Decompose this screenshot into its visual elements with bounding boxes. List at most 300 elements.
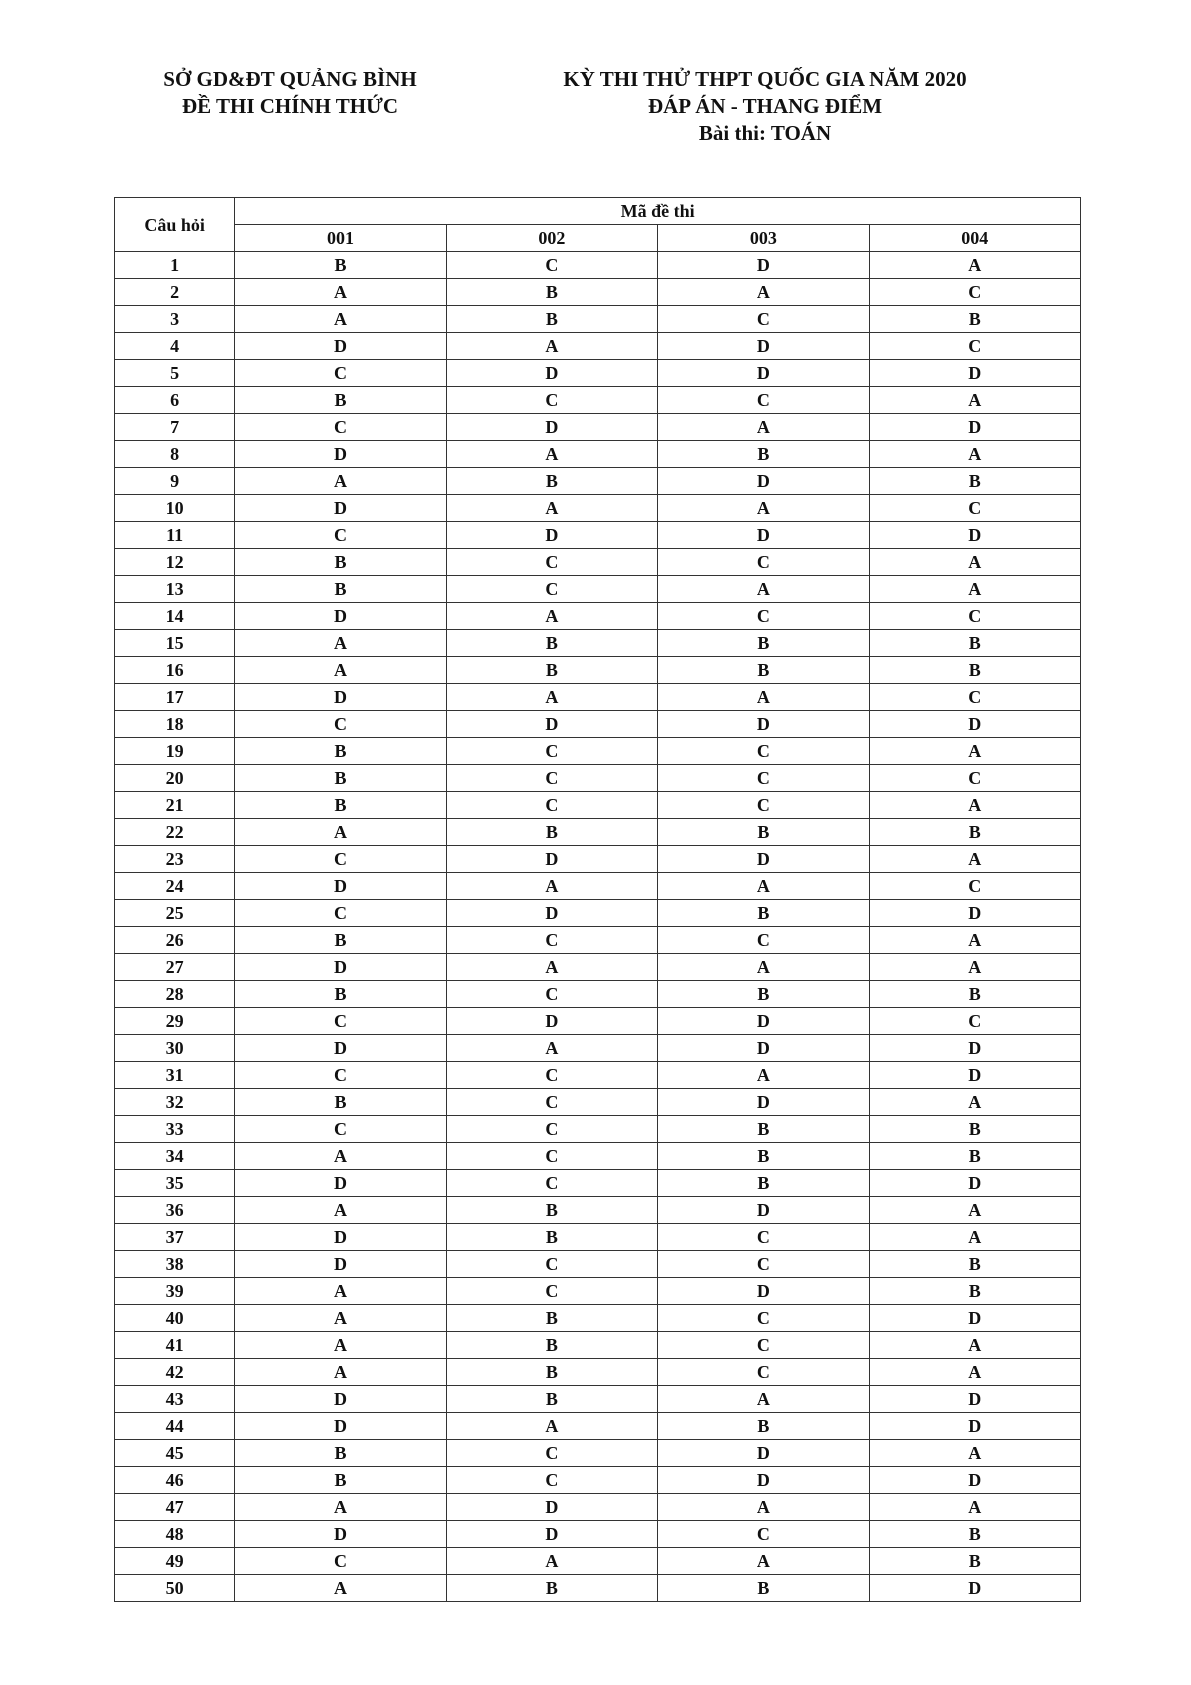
question-column-header: Câu hỏi — [115, 198, 235, 252]
answer-cell: D — [446, 846, 657, 873]
answer-cell: B — [658, 819, 869, 846]
answer-cell: A — [235, 657, 446, 684]
answer-cell: C — [658, 1305, 869, 1332]
answer-cell: D — [658, 1467, 869, 1494]
answer-cell: D — [869, 414, 1080, 441]
answer-cell: B — [658, 1413, 869, 1440]
question-number-cell: 14 — [115, 603, 235, 630]
answer-cell: C — [235, 711, 446, 738]
table-row — [115, 954, 1081, 981]
question-number-cell: 19 — [115, 738, 235, 765]
question-number-cell: 34 — [115, 1143, 235, 1170]
answer-cell: B — [446, 630, 657, 657]
answer-cell: D — [235, 1521, 446, 1548]
table-row — [115, 1359, 1081, 1386]
answer-cell: B — [446, 819, 657, 846]
answer-cell: C — [235, 1062, 446, 1089]
answer-cell: D — [658, 1008, 869, 1035]
answer-cell: C — [658, 603, 869, 630]
answer-cell: C — [446, 738, 657, 765]
question-number-cell: 40 — [115, 1305, 235, 1332]
question-number-cell: 41 — [115, 1332, 235, 1359]
question-number-cell: 44 — [115, 1413, 235, 1440]
answer-cell: A — [235, 819, 446, 846]
answer-cell: D — [869, 1413, 1080, 1440]
answer-cell: C — [658, 927, 869, 954]
answer-cell: D — [235, 1170, 446, 1197]
question-number-cell: 20 — [115, 765, 235, 792]
answer-cell: A — [869, 441, 1080, 468]
table-row — [115, 630, 1081, 657]
table-row — [115, 1548, 1081, 1575]
answer-cell: B — [235, 1440, 446, 1467]
question-number-cell: 25 — [115, 900, 235, 927]
answer-key-title: ĐÁP ÁN - THANG ĐIỂM — [647, 94, 883, 118]
answer-cell: B — [658, 1116, 869, 1143]
table-row — [115, 1332, 1081, 1359]
question-number-cell: 27 — [115, 954, 235, 981]
table-row — [115, 1278, 1081, 1305]
table-row — [115, 1305, 1081, 1332]
question-number-cell: 2 — [115, 279, 235, 306]
answer-cell: A — [235, 279, 446, 306]
question-number-cell: 7 — [115, 414, 235, 441]
answer-cell: B — [869, 306, 1080, 333]
answer-cell: A — [869, 576, 1080, 603]
answer-cell: C — [235, 1116, 446, 1143]
answer-cell: B — [658, 657, 869, 684]
answer-cell: B — [658, 900, 869, 927]
answer-cell: C — [869, 1008, 1080, 1035]
exam-code-header: 002 — [446, 225, 657, 252]
answer-cell: C — [658, 1224, 869, 1251]
answer-cell: D — [658, 522, 869, 549]
answer-cell: C — [658, 387, 869, 414]
answer-cell: D — [869, 360, 1080, 387]
answer-cell: A — [446, 873, 657, 900]
answer-cell: B — [869, 819, 1080, 846]
question-number-cell: 37 — [115, 1224, 235, 1251]
table-row — [115, 1197, 1081, 1224]
answer-cell: D — [446, 522, 657, 549]
answer-cell: D — [869, 1305, 1080, 1332]
table-row — [115, 252, 1081, 279]
table-row — [115, 1035, 1081, 1062]
table-row — [115, 414, 1081, 441]
answer-cell: B — [658, 1575, 869, 1602]
answer-cell: B — [235, 927, 446, 954]
answer-cell: D — [235, 873, 446, 900]
subject-label: Bài thi: TOÁN — [698, 121, 832, 145]
answer-cell: B — [869, 981, 1080, 1008]
answer-cell: C — [446, 1278, 657, 1305]
answer-cell: B — [446, 1359, 657, 1386]
answer-cell: B — [869, 1116, 1080, 1143]
question-number-cell: 29 — [115, 1008, 235, 1035]
answer-cell: A — [658, 954, 869, 981]
answer-cell: D — [235, 495, 446, 522]
question-number-cell: 24 — [115, 873, 235, 900]
question-number-cell: 28 — [115, 981, 235, 1008]
question-number-cell: 21 — [115, 792, 235, 819]
answer-cell: D — [235, 684, 446, 711]
answer-cell: D — [869, 900, 1080, 927]
table-row — [115, 1251, 1081, 1278]
answer-cell: C — [869, 765, 1080, 792]
answer-cell: C — [446, 1251, 657, 1278]
answer-cell: D — [658, 1035, 869, 1062]
answer-cell: A — [446, 603, 657, 630]
answer-cell: A — [235, 1575, 446, 1602]
answer-cell: A — [446, 954, 657, 981]
table-row — [115, 1143, 1081, 1170]
answer-cell: B — [235, 981, 446, 1008]
answer-cell: A — [235, 468, 446, 495]
table-row — [115, 549, 1081, 576]
table-row — [115, 1062, 1081, 1089]
answer-cell: A — [869, 387, 1080, 414]
answer-cell: C — [658, 1521, 869, 1548]
answer-cell: C — [446, 765, 657, 792]
answer-cell: C — [446, 549, 657, 576]
answer-cell: D — [446, 360, 657, 387]
answer-cell: B — [869, 1251, 1080, 1278]
answer-cell: A — [658, 279, 869, 306]
answer-cell: B — [869, 1521, 1080, 1548]
table-row — [115, 873, 1081, 900]
answer-cell: B — [446, 1332, 657, 1359]
answer-cell: B — [658, 441, 869, 468]
answer-cell: D — [446, 414, 657, 441]
answer-cell: C — [446, 576, 657, 603]
answer-cell: A — [446, 441, 657, 468]
question-number-cell: 26 — [115, 927, 235, 954]
answer-key-table — [114, 197, 1081, 1602]
answer-cell: B — [446, 1575, 657, 1602]
answer-cell: C — [235, 900, 446, 927]
answer-cell: D — [869, 1386, 1080, 1413]
question-number-cell: 30 — [115, 1035, 235, 1062]
table-row — [115, 1224, 1081, 1251]
department-name: SỞ GD&ĐT QUẢNG BÌNH — [163, 67, 417, 91]
answer-cell: C — [869, 495, 1080, 522]
question-number-cell: 45 — [115, 1440, 235, 1467]
answer-cell: D — [869, 711, 1080, 738]
question-number-cell: 8 — [115, 441, 235, 468]
question-number-cell: 10 — [115, 495, 235, 522]
question-number-cell: 15 — [115, 630, 235, 657]
answer-cell: A — [869, 1089, 1080, 1116]
answer-cell: B — [869, 1548, 1080, 1575]
answer-cell: A — [446, 1413, 657, 1440]
answer-cell: D — [446, 1494, 657, 1521]
question-number-cell: 33 — [115, 1116, 235, 1143]
table-row — [115, 1089, 1081, 1116]
answer-cell: B — [446, 1224, 657, 1251]
answer-cell: D — [235, 1035, 446, 1062]
answer-cell: A — [658, 1386, 869, 1413]
answer-cell: B — [235, 387, 446, 414]
issuer-block — [120, 66, 460, 120]
answer-cell: A — [235, 1197, 446, 1224]
answer-cell: B — [235, 765, 446, 792]
exam-code-header-row — [115, 225, 1081, 252]
answer-cell: A — [869, 954, 1080, 981]
answer-cell: C — [446, 252, 657, 279]
table-row — [115, 711, 1081, 738]
answer-cell: A — [869, 846, 1080, 873]
answer-cell: C — [658, 765, 869, 792]
answer-cell: C — [869, 333, 1080, 360]
answer-cell: B — [235, 549, 446, 576]
answer-cell: B — [235, 576, 446, 603]
answer-cell: B — [235, 1089, 446, 1116]
answer-cell: A — [869, 927, 1080, 954]
answer-cell: A — [658, 1062, 869, 1089]
question-number-cell: 46 — [115, 1467, 235, 1494]
answer-cell: A — [869, 549, 1080, 576]
answer-cell: B — [446, 279, 657, 306]
answer-cell: D — [869, 1035, 1080, 1062]
answer-cell: D — [869, 1575, 1080, 1602]
answer-cell: D — [235, 954, 446, 981]
question-number-cell: 36 — [115, 1197, 235, 1224]
document-header — [0, 66, 1191, 156]
answer-cell: B — [446, 1386, 657, 1413]
answer-cell: A — [869, 1359, 1080, 1386]
answer-cell: C — [235, 1548, 446, 1575]
answer-cell: B — [446, 657, 657, 684]
answer-cell: D — [658, 252, 869, 279]
answer-cell: A — [658, 1494, 869, 1521]
answer-cell: A — [235, 1332, 446, 1359]
table-row — [115, 279, 1081, 306]
answer-cell: B — [446, 306, 657, 333]
answer-cell: B — [235, 738, 446, 765]
answer-cell: A — [446, 333, 657, 360]
answer-cell: A — [235, 1143, 446, 1170]
answer-cell: C — [446, 1062, 657, 1089]
exam-code-group-header: Mã đề thi — [235, 198, 1081, 225]
answer-cell: A — [446, 1548, 657, 1575]
answer-cell: A — [446, 495, 657, 522]
answer-cell: D — [235, 1224, 446, 1251]
question-number-cell: 43 — [115, 1386, 235, 1413]
answer-cell: B — [869, 657, 1080, 684]
answer-cell: C — [658, 738, 869, 765]
answer-cell: B — [869, 1143, 1080, 1170]
answer-cell: D — [235, 1386, 446, 1413]
answer-cell: C — [235, 414, 446, 441]
answer-cell: D — [658, 1440, 869, 1467]
table-row — [115, 1413, 1081, 1440]
answer-cell: D — [235, 441, 446, 468]
table-row — [115, 306, 1081, 333]
answer-cell: C — [446, 1143, 657, 1170]
answer-cell: C — [446, 1467, 657, 1494]
question-number-cell: 18 — [115, 711, 235, 738]
table-row — [115, 981, 1081, 1008]
answer-cell: A — [869, 1494, 1080, 1521]
answer-cell: C — [446, 927, 657, 954]
answer-cell: A — [658, 576, 869, 603]
answer-cell: C — [658, 1359, 869, 1386]
table-row — [115, 819, 1081, 846]
answer-cell: A — [658, 495, 869, 522]
answer-cell: C — [869, 279, 1080, 306]
table-row — [115, 1116, 1081, 1143]
question-number-cell: 39 — [115, 1278, 235, 1305]
question-number-cell: 11 — [115, 522, 235, 549]
answer-table-body — [115, 252, 1081, 1602]
answer-cell: C — [446, 981, 657, 1008]
table-row — [115, 522, 1081, 549]
table-row — [115, 360, 1081, 387]
answer-cell: B — [658, 1170, 869, 1197]
exam-title-block — [505, 66, 1025, 147]
answer-cell: B — [658, 630, 869, 657]
answer-cell: D — [869, 1062, 1080, 1089]
table-row — [115, 657, 1081, 684]
table-row — [115, 441, 1081, 468]
question-number-cell: 38 — [115, 1251, 235, 1278]
answer-cell: D — [446, 1008, 657, 1035]
table-row — [115, 927, 1081, 954]
answer-cell: C — [658, 306, 869, 333]
answer-cell: D — [658, 1278, 869, 1305]
answer-cell: A — [869, 252, 1080, 279]
answer-cell: C — [658, 549, 869, 576]
answer-cell: B — [658, 1143, 869, 1170]
answer-cell: D — [658, 1197, 869, 1224]
answer-cell: B — [235, 1467, 446, 1494]
table-row — [115, 576, 1081, 603]
exam-code-header: 003 — [658, 225, 869, 252]
answer-cell: A — [869, 1197, 1080, 1224]
answer-cell: C — [446, 1116, 657, 1143]
answer-cell: B — [235, 252, 446, 279]
question-number-cell: 22 — [115, 819, 235, 846]
question-number-cell: 32 — [115, 1089, 235, 1116]
answer-cell: C — [446, 387, 657, 414]
table-row — [115, 1386, 1081, 1413]
answer-cell: A — [235, 1359, 446, 1386]
exam-code-header: 001 — [235, 225, 446, 252]
answer-cell: D — [658, 468, 869, 495]
answer-cell: A — [235, 1278, 446, 1305]
answer-cell: D — [869, 1170, 1080, 1197]
table-row — [115, 684, 1081, 711]
question-number-cell: 12 — [115, 549, 235, 576]
table-row — [115, 738, 1081, 765]
answer-cell: C — [869, 603, 1080, 630]
answer-cell: D — [658, 1089, 869, 1116]
answer-cell: A — [869, 1224, 1080, 1251]
answer-cell: A — [658, 414, 869, 441]
question-number-cell: 48 — [115, 1521, 235, 1548]
official-exam-label: ĐỀ THI CHÍNH THỨC — [181, 94, 399, 118]
answer-cell: B — [446, 1197, 657, 1224]
answer-cell: A — [869, 1440, 1080, 1467]
answer-cell: A — [235, 306, 446, 333]
question-number-cell: 47 — [115, 1494, 235, 1521]
answer-cell: A — [235, 630, 446, 657]
answer-cell: A — [446, 1035, 657, 1062]
answer-cell: B — [869, 468, 1080, 495]
answer-cell: A — [446, 684, 657, 711]
answer-cell: D — [869, 522, 1080, 549]
answer-cell: C — [235, 1008, 446, 1035]
answer-cell: D — [869, 1467, 1080, 1494]
answer-cell: A — [235, 1305, 446, 1332]
answer-cell: B — [446, 1305, 657, 1332]
table-row — [115, 603, 1081, 630]
answer-cell: D — [235, 333, 446, 360]
question-number-cell: 6 — [115, 387, 235, 414]
table-header-row — [115, 198, 1081, 225]
table-row — [115, 1170, 1081, 1197]
exam-title: KỲ THI THỬ THPT QUỐC GIA NĂM 2020 — [563, 67, 967, 91]
table-row — [115, 1575, 1081, 1602]
question-number-cell: 50 — [115, 1575, 235, 1602]
answer-cell: C — [235, 846, 446, 873]
table-row — [115, 333, 1081, 360]
answer-cell: A — [658, 684, 869, 711]
table-row — [115, 1494, 1081, 1521]
answer-cell: D — [446, 711, 657, 738]
answer-cell: C — [446, 792, 657, 819]
answer-cell: C — [446, 1170, 657, 1197]
question-number-cell: 23 — [115, 846, 235, 873]
table-row — [115, 1467, 1081, 1494]
table-row — [115, 387, 1081, 414]
answer-cell: D — [446, 1521, 657, 1548]
question-number-cell: 49 — [115, 1548, 235, 1575]
question-number-cell: 9 — [115, 468, 235, 495]
question-number-cell: 4 — [115, 333, 235, 360]
answer-cell: D — [658, 360, 869, 387]
answer-cell: C — [658, 1332, 869, 1359]
table-row — [115, 1008, 1081, 1035]
answer-cell: D — [658, 711, 869, 738]
question-number-cell: 35 — [115, 1170, 235, 1197]
table-row — [115, 900, 1081, 927]
table-row — [115, 1521, 1081, 1548]
table-row — [115, 765, 1081, 792]
table-row — [115, 846, 1081, 873]
table-row — [115, 468, 1081, 495]
answer-cell: D — [658, 333, 869, 360]
answer-cell: D — [235, 603, 446, 630]
question-number-cell: 1 — [115, 252, 235, 279]
answer-cell: A — [869, 1332, 1080, 1359]
answer-cell: B — [446, 468, 657, 495]
answer-cell: B — [869, 1278, 1080, 1305]
question-number-cell: 31 — [115, 1062, 235, 1089]
answer-cell: C — [658, 792, 869, 819]
answer-cell: A — [869, 792, 1080, 819]
answer-cell: B — [869, 630, 1080, 657]
answer-cell: A — [235, 1494, 446, 1521]
exam-code-header: 004 — [869, 225, 1080, 252]
answer-cell: A — [869, 738, 1080, 765]
answer-cell: D — [235, 1413, 446, 1440]
answer-cell: D — [235, 1251, 446, 1278]
answer-cell: A — [658, 1548, 869, 1575]
answer-cell: D — [658, 846, 869, 873]
table-row — [115, 1440, 1081, 1467]
answer-cell: C — [658, 1251, 869, 1278]
